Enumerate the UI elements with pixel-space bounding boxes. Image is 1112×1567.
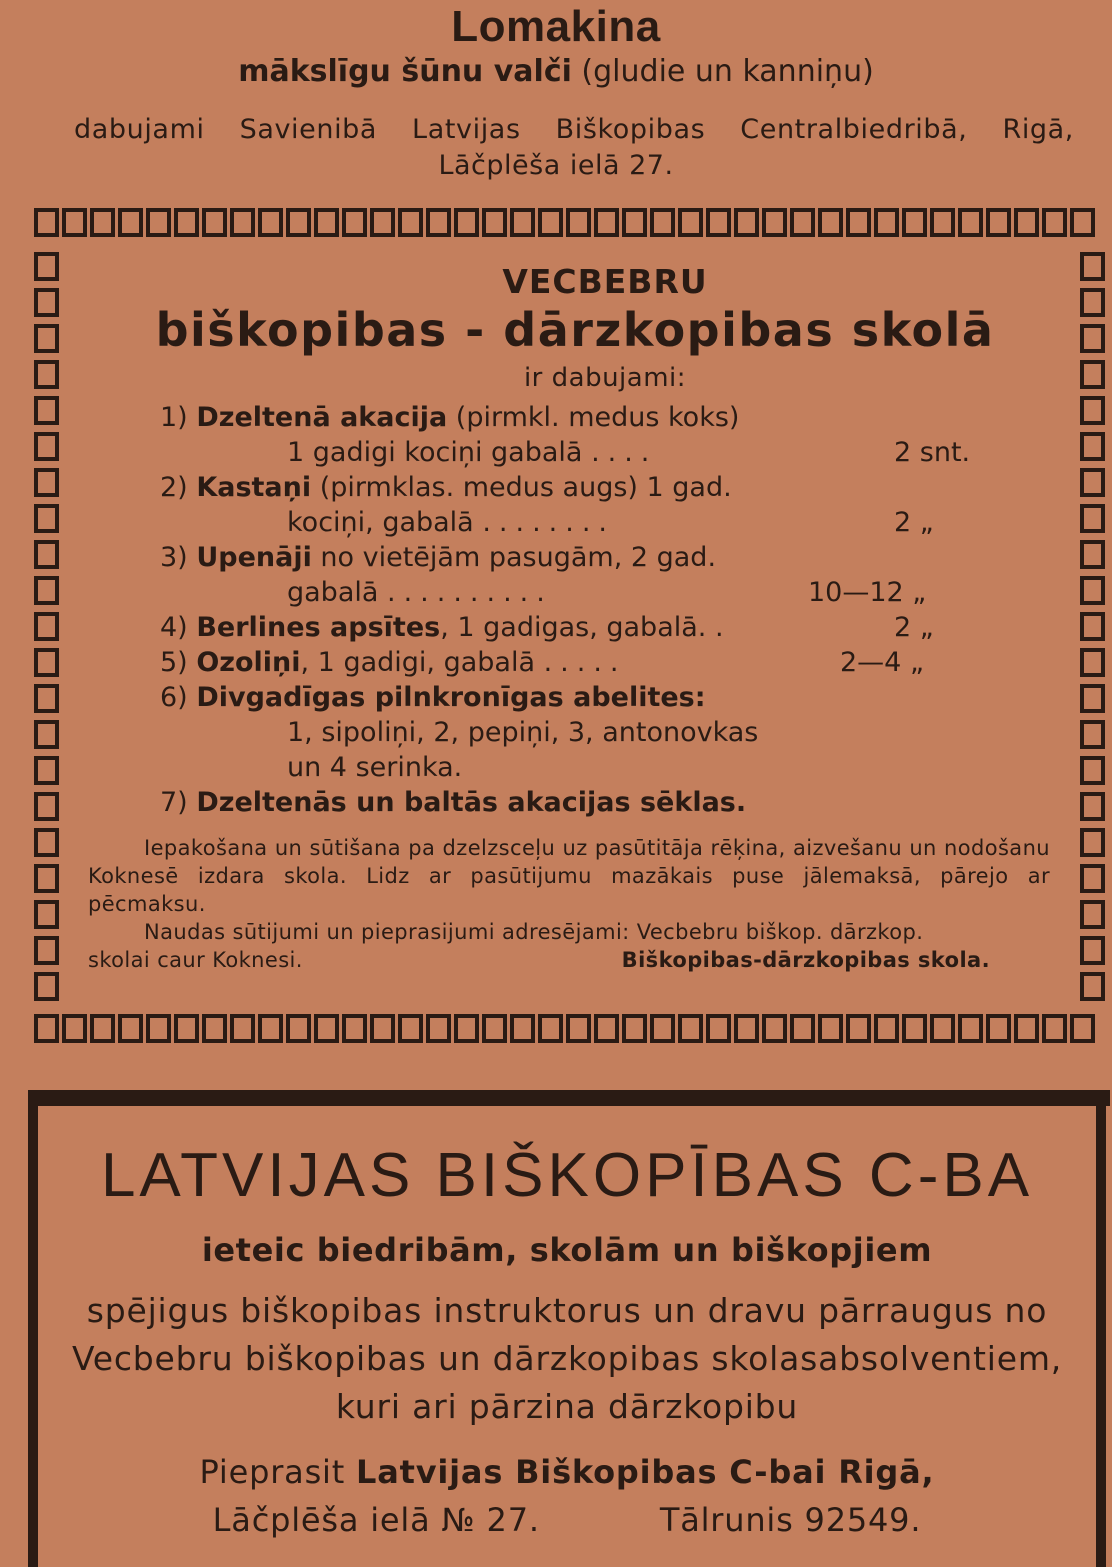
cba-address-phone [40,1501,1094,1539]
border-square [594,208,619,237]
border-square [34,468,59,497]
item-detail: kociņi, gabalā [287,507,474,538]
list-item [80,505,1000,540]
item-description: (pirmklas. medus augs) 1 gad. [311,472,732,503]
border-square [1070,208,1095,237]
border-square [650,1014,675,1043]
border-square [34,720,59,749]
item-name: Dzeltenās un baltās akacijas sēklas. [196,787,747,818]
border-square [174,1014,199,1043]
border-square [706,1014,731,1043]
border-square [958,208,983,237]
border-square [986,1014,1011,1043]
cba-box-top-rule [28,1090,1110,1106]
school-signature: Biškopibas-dārzkopibas skola. [621,948,990,972]
border-square [1080,756,1105,785]
item-description: no vietējām pasugām, 2 gad. [311,542,717,573]
cba-body-line2: Vecbebru biškopibas un dārzkopibas skolasabsolventiem, [71,1339,1063,1378]
border-square [1080,324,1105,353]
item-name: Ozoliņi [196,647,301,678]
item-number: 7) [160,787,188,818]
item-price: 10—12 „ [808,577,927,608]
border-square [846,1014,871,1043]
border-square [146,208,171,237]
cba-address: Lāčplēša ielā № 27. [212,1501,540,1539]
border-square [566,208,591,237]
list-item [80,540,1000,575]
border-square [34,576,59,605]
item-detail: 1, sipoliņi, 2, pepiņi, 3, antonovkas [287,717,759,748]
border-square [370,1014,395,1043]
cba-phone: Tālrunis 92549. [659,1501,922,1539]
border-square [1042,208,1067,237]
square-border-right [1080,252,1105,1008]
item-number: 1) [160,402,188,433]
border-square [1080,864,1105,893]
border-square [454,1014,479,1043]
border-square [622,1014,647,1043]
list-item [80,575,1000,610]
item-name: Dzeltenā akacija [196,402,448,433]
border-square [34,792,59,821]
border-square [286,1014,311,1043]
lomakina-product-rest: (gludie un kanniņu) [571,54,874,89]
border-square [958,1014,983,1043]
item-number: 2) [160,472,188,503]
school-ad-header [80,262,1070,393]
border-square [1080,360,1105,389]
item-name: Berlines apsītes [196,612,441,643]
border-square [398,1014,423,1043]
cba-contact [40,1453,1094,1491]
list-item [80,785,1000,820]
square-border-left [34,252,59,1008]
item-description: (pirmkl. medus koks) [447,402,740,433]
item-number: 4) [160,612,188,643]
border-square [34,324,59,353]
border-square [818,1014,843,1043]
border-square [650,208,675,237]
border-square [1014,208,1039,237]
list-item [80,400,1000,435]
list-item [80,750,1000,785]
border-square [930,208,955,237]
border-square [762,208,787,237]
border-square [118,1014,143,1043]
border-square [342,1014,367,1043]
border-square [454,208,479,237]
border-square [1042,1014,1067,1043]
cba-body-line3: kuri ari pārzina dārzkopibu [335,1387,799,1426]
border-square [34,684,59,713]
border-square [1014,1014,1039,1043]
border-square [370,208,395,237]
item-dots: ........ [482,507,615,538]
border-square [314,1014,339,1043]
lomakina-title: Lomakina [451,2,661,51]
item-price: 2—4 „ [840,647,924,678]
border-square [174,208,199,237]
border-square [146,1014,171,1043]
border-square [1080,432,1105,461]
border-square [734,1014,759,1043]
border-square [538,208,563,237]
border-square [118,208,143,237]
border-square [1080,540,1105,569]
item-name: Upenāji [196,542,312,573]
lomakina-product [0,54,1112,89]
border-square [230,1014,255,1043]
item-name: Kastaņi [196,472,312,503]
item-name: Divgadīgas pilnkronīgas abelites: [196,682,706,713]
border-square [1080,972,1105,1001]
school-name: biškopibas - dārzkopibas skolā [155,303,995,357]
list-item [80,610,1000,645]
border-square [398,208,423,237]
cba-title: LATVIJAS BIŠKOPĪBAS C-BA [100,1141,1034,1210]
payment-address-note: Naudas sūtijumi un pieprasijumi adresējami: Vecbebru biškop. dārzkop. [144,920,924,944]
border-square [1080,576,1105,605]
border-square [34,972,59,1001]
border-square [1080,684,1105,713]
border-square [34,432,59,461]
border-square [846,208,871,237]
border-square [930,1014,955,1043]
border-square [34,828,59,857]
border-square [34,288,59,317]
border-square [1080,900,1105,929]
border-square [594,1014,619,1043]
cba-box-left-rule [28,1090,38,1567]
square-border-top [34,208,1098,237]
cba-contact-bold: Latvijas Biškopibas C-bai Rigā, [356,1453,935,1491]
school-prefix: VECBEBRU [502,262,708,301]
item-detail: gabalā [287,577,379,608]
border-square [34,648,59,677]
cba-contact-prefix: Pieprasit [199,1453,357,1491]
border-square [706,208,731,237]
border-square [1080,288,1105,317]
lomakina-product-bold: mākslīgu šūnu valči [238,54,572,89]
border-square [34,540,59,569]
shipping-note: Iepakošana un sūtišana pa dzelzsceļu uz pasūtitāja rēķina, aizvešanu un nodošanu Koknesē izdara skola. Lidz ar pasūtijumu mazākais puse jālemaksā, pārejo ar pēcmaksu. [88,836,1050,916]
border-square [482,1014,507,1043]
border-square [902,208,927,237]
cba-ad [40,1140,1094,1539]
border-square [34,1014,59,1043]
list-item [80,715,1000,750]
cba-box-right-rule [1096,1090,1106,1567]
item-description: , 1 gadigi, gabalā [300,647,535,678]
border-square [538,1014,563,1043]
item-detail: un 4 serinka. [287,752,463,783]
border-square [1080,720,1105,749]
item-detail: 1 gadigi kociņi gabalā [287,437,583,468]
item-dots: .......... [387,577,553,608]
item-number: 3) [160,542,188,573]
border-square [1080,936,1105,965]
border-square [622,208,647,237]
list-item [80,470,1000,505]
border-square [678,1014,703,1043]
list-item [80,435,1000,470]
lomakina-address: Lāčplēša ielā 27. [438,150,674,181]
border-square [566,1014,591,1043]
border-square [1080,252,1105,281]
border-square [34,864,59,893]
school-item-list [80,400,1000,820]
border-square [34,252,59,281]
border-square [34,612,59,641]
border-square [986,208,1011,237]
border-square [1080,468,1105,497]
border-square [34,936,59,965]
list-item [80,645,1000,680]
border-square [286,208,311,237]
item-price: 2 snt. [894,437,971,468]
border-square [510,208,535,237]
border-square [874,208,899,237]
border-square [258,1014,283,1043]
square-border-bottom [34,1014,1098,1043]
item-number: 5) [160,647,188,678]
lomakina-availability: dabujami Savienibā Latvijas Biškopibas Centralbiedribā, Rigā, [74,114,1074,145]
border-square [1070,1014,1095,1043]
border-square [90,208,115,237]
border-square [426,1014,451,1043]
payment-address-left: skolai caur Koknesi. [88,948,303,972]
border-square [1080,648,1105,677]
border-square [1080,504,1105,533]
lomakina-ad [0,0,1112,89]
cba-body-line1: spējigus biškopibas instruktorus un dravu pārraugus no [86,1291,1048,1330]
item-price: 2 „ [894,507,934,538]
border-square [90,1014,115,1043]
border-square [202,1014,227,1043]
border-square [258,208,283,237]
item-description: , 1 gadigas, gabalā. [440,612,707,643]
item-dots: ..... [543,647,627,678]
border-square [426,208,451,237]
border-square [34,396,59,425]
border-square [510,1014,535,1043]
school-notes [88,834,1050,974]
border-square [482,208,507,237]
border-square [678,208,703,237]
border-square [202,208,227,237]
border-square [62,1014,87,1043]
border-square [34,756,59,785]
border-square [790,1014,815,1043]
payment-address-line2 [88,946,1050,974]
item-dots: .... [591,437,658,468]
school-available: ir dabujami: [523,363,687,393]
border-square [1080,612,1105,641]
border-square [874,1014,899,1043]
border-square [314,208,339,237]
cba-body [40,1287,1094,1431]
border-square [902,1014,927,1043]
border-square [734,208,759,237]
border-square [818,208,843,237]
border-square [1080,396,1105,425]
border-square [230,208,255,237]
border-square [34,360,59,389]
border-square [1080,792,1105,821]
border-square [34,504,59,533]
border-square [1080,828,1105,857]
border-square [34,208,59,237]
border-square [762,1014,787,1043]
list-item [80,680,1000,715]
item-price: 2 „ [894,612,934,643]
border-square [62,208,87,237]
cba-recommends: ieteic biedribām, skolām un biškopjiem [201,1231,933,1269]
border-square [342,208,367,237]
item-number: 6) [160,682,188,713]
border-square [790,208,815,237]
border-square [34,900,59,929]
item-dots: . [714,612,732,643]
